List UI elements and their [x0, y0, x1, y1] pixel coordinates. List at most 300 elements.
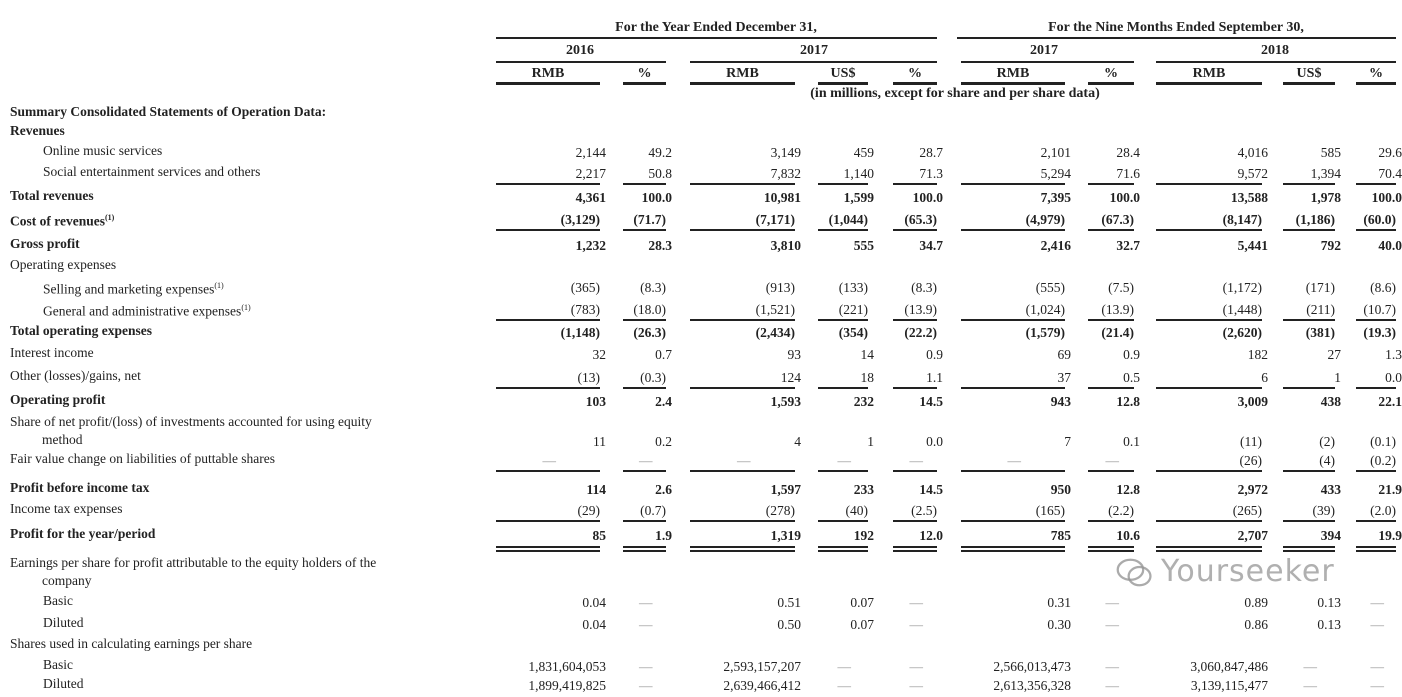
table-cell: (2,434): [755, 325, 795, 340]
subtotal-underline: [1088, 229, 1134, 231]
subtotal-underline: [623, 229, 666, 231]
double-underline: [623, 550, 666, 552]
table-cell: (39): [1312, 503, 1335, 518]
table-cell: 433: [1320, 482, 1341, 497]
table-cell: (26): [1239, 453, 1262, 468]
table-cell: (67.3): [1101, 212, 1134, 227]
table-cell: (4,979): [1025, 212, 1065, 227]
table-cell: (71.7): [633, 212, 666, 227]
row-label-text: Gross profit: [10, 236, 80, 251]
table-cell: 50.8: [648, 166, 672, 181]
year-header: 2017: [800, 43, 828, 58]
table-cell: (171): [1305, 280, 1335, 295]
row-label-text: Operating profit: [10, 392, 106, 407]
table-cell: 0.31: [1047, 595, 1071, 610]
subtotal-underline: [818, 387, 868, 389]
table-cell: (2): [1319, 434, 1335, 449]
table-cell: 0.51: [777, 595, 801, 610]
table-cell: 5,441: [1237, 238, 1268, 253]
subtotal-underline: [690, 387, 795, 389]
table-cell: (13.9): [1101, 302, 1134, 317]
table-cell: 0.9: [926, 347, 943, 362]
table-cell: —: [1370, 595, 1384, 610]
row-label: [10, 323, 152, 339]
column-header: RMB: [996, 66, 1030, 81]
table-cell: 2,707: [1237, 528, 1268, 543]
row-label-text: Income tax expenses: [10, 501, 123, 516]
table-cell: —: [1105, 595, 1119, 610]
row-label: [10, 345, 94, 361]
row-label: [10, 188, 94, 204]
subtotal-underline: [496, 470, 600, 472]
subtotal-underline: [1156, 183, 1262, 185]
table-cell: (265): [1232, 503, 1262, 518]
column-header: %: [1369, 66, 1383, 81]
row-label: [10, 104, 326, 120]
subtotal-underline: [1283, 229, 1335, 231]
subtotal-underline: [1356, 183, 1396, 185]
table-cell: (65.3): [904, 212, 937, 227]
table-cell: 28.4: [1116, 145, 1140, 160]
table-cell: 459: [853, 145, 874, 160]
subtotal-underline: [623, 319, 666, 321]
subtotal-underline: [1356, 319, 1396, 321]
table-cell: (18.0): [633, 302, 666, 317]
table-cell: 233: [853, 482, 874, 497]
subtotal-underline: [1356, 387, 1396, 389]
subtotal-underline: [1283, 470, 1335, 472]
table-cell: 2,217: [575, 166, 606, 181]
table-cell: (365): [570, 280, 600, 295]
row-label: [10, 257, 116, 273]
subtotal-underline: [1088, 319, 1134, 321]
subtotal-underline: [623, 520, 666, 522]
table-cell: 0.86: [1244, 617, 1268, 632]
double-underline: [690, 550, 795, 552]
double-underline: [961, 546, 1065, 548]
table-cell: 0.89: [1244, 595, 1268, 610]
table-cell: (7,171): [755, 212, 795, 227]
header-rule: [690, 82, 795, 85]
subtotal-underline: [496, 387, 600, 389]
row-label: [10, 368, 141, 384]
table-cell: —: [639, 678, 653, 693]
subtotal-underline: [690, 470, 795, 472]
row-label: [10, 236, 80, 252]
subtotal-underline: [893, 319, 937, 321]
table-cell: (221): [838, 302, 868, 317]
column-header: %: [637, 66, 652, 81]
table-cell: 4: [794, 434, 801, 449]
double-underline: [1283, 546, 1335, 548]
header-rule: [961, 61, 1134, 63]
table-cell: 124: [780, 370, 801, 385]
row-label: [43, 615, 84, 631]
subtotal-underline: [1088, 387, 1134, 389]
table-cell: —: [639, 659, 653, 674]
table-cell: 0.2: [655, 434, 672, 449]
table-cell: 0.30: [1047, 617, 1071, 632]
table-cell: 2,639,466,412: [723, 678, 801, 693]
subtotal-underline: [496, 520, 600, 522]
row-label-text: Fair value change on liabilities of puttable shares: [10, 451, 276, 466]
subtotal-underline: [496, 229, 600, 231]
table-cell: 7: [1064, 434, 1071, 449]
table-cell: 12.8: [1116, 482, 1140, 497]
table-cell: 2,101: [1040, 145, 1071, 160]
period-header-year: For the Year Ended December 31,: [615, 20, 817, 35]
table-cell: 14: [860, 347, 874, 362]
subtotal-underline: [961, 387, 1065, 389]
row-label: [43, 676, 84, 692]
row-label-text: Social entertainment services and others: [43, 164, 261, 179]
table-cell: 11: [593, 434, 606, 449]
subtotal-underline: [1088, 520, 1134, 522]
row-label-text: Profit before income tax: [10, 480, 150, 495]
footnote-marker: (1): [105, 213, 115, 222]
table-cell: 3,810: [770, 238, 801, 253]
table-cell: (21.4): [1101, 325, 1134, 340]
table-cell: 2.6: [655, 482, 672, 497]
table-cell: 3,149: [770, 145, 801, 160]
column-header: RMB: [726, 66, 759, 81]
row-label-text: Total operating expenses: [10, 323, 153, 338]
header-rule: [961, 82, 1065, 85]
table-cell: —: [639, 595, 653, 610]
table-cell: 10.6: [1116, 528, 1140, 543]
table-cell: —: [1105, 659, 1119, 674]
table-cell: —: [909, 659, 923, 674]
double-underline: [818, 550, 868, 552]
subtotal-underline: [818, 319, 868, 321]
row-label-text: Basic: [43, 593, 73, 608]
subtotal-underline: [1156, 319, 1262, 321]
table-cell: 0.13: [1317, 595, 1341, 610]
table-cell: (11): [1240, 434, 1262, 449]
subtotal-underline: [893, 470, 937, 472]
header-rule: [496, 37, 937, 39]
table-cell: 3,009: [1237, 394, 1268, 409]
subtotal-underline: [690, 319, 795, 321]
table-cell: —: [909, 617, 923, 632]
table-cell: (8.3): [640, 280, 666, 295]
subtotal-underline: [1356, 470, 1396, 472]
row-label: [43, 278, 224, 298]
column-header: %: [1104, 66, 1118, 81]
subtotal-underline: [1156, 520, 1262, 522]
double-underline: [893, 550, 937, 552]
table-cell: 1.3: [1385, 347, 1402, 362]
header-rule: [1088, 82, 1134, 85]
row-label: [10, 555, 376, 571]
header-rule: [957, 37, 1396, 39]
footnote-marker: (1): [241, 303, 251, 312]
table-cell: 22.1: [1378, 394, 1402, 409]
table-cell: 0.5: [1123, 370, 1140, 385]
header-rule: [1356, 82, 1396, 85]
row-label-text: Operating expenses: [10, 257, 117, 272]
table-cell: 0.07: [850, 617, 874, 632]
row-label: [10, 414, 372, 430]
subtotal-underline: [623, 183, 666, 185]
double-underline: [623, 546, 666, 548]
table-cell: 49.2: [648, 145, 672, 160]
table-cell: 1,232: [575, 238, 606, 253]
table-cell: —: [1370, 617, 1384, 632]
table-cell: 0.0: [926, 434, 943, 449]
table-cell: 37: [1057, 370, 1071, 385]
subtotal-underline: [496, 183, 600, 185]
table-cell: —: [1370, 659, 1384, 674]
table-cell: (2.2): [1108, 503, 1134, 518]
table-cell: —: [1007, 453, 1021, 468]
table-cell: (4): [1319, 453, 1335, 468]
subtotal-underline: [893, 387, 937, 389]
row-label-text: Basic: [43, 657, 73, 672]
table-cell: —: [1105, 617, 1119, 632]
table-cell: 2,144: [575, 145, 606, 160]
row-label: [43, 657, 73, 673]
subtotal-underline: [1088, 183, 1134, 185]
subtotal-underline: [1283, 387, 1335, 389]
subtotal-underline: [1088, 470, 1134, 472]
column-header: US$: [1296, 66, 1322, 81]
table-cell: (381): [1305, 325, 1335, 340]
table-cell: (13.9): [904, 302, 937, 317]
table-cell: 2,416: [1040, 238, 1071, 253]
table-cell: —: [542, 453, 556, 468]
table-cell: 0.0: [1385, 370, 1402, 385]
table-cell: (1,172): [1222, 280, 1262, 295]
subtotal-underline: [623, 470, 666, 472]
table-cell: (1,521): [755, 302, 795, 317]
row-label-text: Other (losses)/gains, net: [10, 368, 141, 383]
header-rule: [496, 82, 600, 85]
table-cell: 1,140: [843, 166, 874, 181]
table-cell: (0.2): [1370, 453, 1396, 468]
table-cell: 69: [1057, 347, 1071, 362]
table-cell: —: [639, 617, 653, 632]
table-cell: 28.7: [919, 145, 943, 160]
table-cell: 0.07: [850, 595, 874, 610]
header-rule: [1283, 82, 1335, 85]
subtotal-underline: [496, 319, 600, 321]
table-cell: (2.5): [911, 503, 937, 518]
table-cell: 103: [585, 394, 606, 409]
table-cell: 0.04: [582, 617, 606, 632]
table-cell: 70.4: [1378, 166, 1402, 181]
year-header: 2016: [566, 43, 594, 58]
table-cell: 0.9: [1123, 347, 1140, 362]
subtotal-underline: [1356, 229, 1396, 231]
table-cell: 1.9: [655, 528, 672, 543]
row-label: [10, 526, 155, 542]
table-cell: 27: [1327, 347, 1341, 362]
table-cell: 3,139,115,477: [1190, 678, 1268, 693]
row-label-text: Shares used in calculating earnings per share: [10, 636, 253, 651]
row-label-text: Cost of revenues: [10, 213, 105, 229]
table-cell: 32.7: [1116, 238, 1140, 253]
table-cell: (0.3): [640, 370, 666, 385]
double-underline: [818, 546, 868, 548]
table-cell: 2,593,157,207: [723, 659, 801, 674]
table-cell: 1,978: [1310, 190, 1341, 205]
subtotal-underline: [961, 470, 1065, 472]
table-cell: —: [837, 659, 851, 674]
double-underline: [1283, 550, 1335, 552]
table-cell: 7,395: [1040, 190, 1071, 205]
subtotal-underline: [690, 520, 795, 522]
table-cell: 1,593: [770, 394, 801, 409]
double-underline: [1088, 546, 1134, 548]
subtotal-underline: [1283, 183, 1335, 185]
row-label-text: Diluted: [43, 676, 84, 691]
double-underline: [893, 546, 937, 548]
table-cell: (0.7): [640, 503, 666, 518]
table-cell: 9,572: [1237, 166, 1268, 181]
subtotal-underline: [690, 229, 795, 231]
subtotal-underline: [1356, 520, 1396, 522]
table-cell: 1,319: [770, 528, 801, 543]
row-label: [10, 392, 105, 408]
table-cell: 0.1: [1123, 434, 1140, 449]
period-header-nine-months: For the Nine Months Ended September 30,: [1048, 20, 1304, 35]
table-cell: 93: [787, 347, 801, 362]
table-cell: 3,060,847,486: [1190, 659, 1268, 674]
double-underline: [1356, 550, 1396, 552]
watermark-text: Yourseeker: [1161, 554, 1335, 589]
row-label-text: Selling and marketing expenses: [43, 281, 215, 297]
row-label: [10, 451, 275, 467]
table-cell: (1,044): [828, 212, 868, 227]
table-cell: 5,294: [1040, 166, 1071, 181]
row-label-text: Revenues: [10, 123, 65, 138]
table-cell: 585: [1320, 145, 1341, 160]
subtotal-underline: [1156, 470, 1262, 472]
table-cell: 32: [592, 347, 606, 362]
table-cell: (1,148): [560, 325, 600, 340]
table-cell: (19.3): [1363, 325, 1396, 340]
table-cell: 1: [867, 434, 874, 449]
row-label: [10, 636, 252, 652]
table-cell: 14.5: [919, 394, 943, 409]
table-cell: 7,832: [770, 166, 801, 181]
subtotal-underline: [1156, 387, 1262, 389]
row-label: [43, 164, 260, 180]
subtotal-underline: [961, 183, 1065, 185]
table-cell: 950: [1050, 482, 1071, 497]
row-label-text: Profit for the year/period: [10, 526, 156, 541]
table-cell: 12.8: [1116, 394, 1140, 409]
table-cell: (1,024): [1025, 302, 1065, 317]
year-header: 2018: [1261, 43, 1289, 58]
subtotal-underline: [893, 229, 937, 231]
double-underline: [496, 546, 600, 548]
table-cell: 85: [592, 528, 606, 543]
year-header: 2017: [1030, 43, 1058, 58]
column-header: %: [908, 66, 922, 81]
table-cell: —: [1303, 678, 1317, 693]
row-label: [10, 210, 114, 230]
table-cell: (29): [577, 503, 600, 518]
table-cell: (8.6): [1370, 280, 1396, 295]
table-cell: (133): [838, 280, 868, 295]
table-cell: (60.0): [1363, 212, 1396, 227]
table-cell: 28.3: [648, 238, 672, 253]
row-label-text: Interest income: [10, 345, 94, 360]
header-rule: [1156, 82, 1262, 85]
table-cell: 4,361: [575, 190, 606, 205]
double-underline: [961, 550, 1065, 552]
table-cell: 438: [1320, 394, 1341, 409]
table-cell: (1,186): [1295, 212, 1335, 227]
table-cell: —: [1303, 659, 1317, 674]
units-note: (in millions, except for share and per share data): [810, 86, 1100, 101]
footnote-marker: (1): [214, 281, 224, 290]
table-cell: 40.0: [1378, 238, 1402, 253]
subtotal-underline: [1283, 520, 1335, 522]
column-header: RMB: [531, 66, 565, 81]
table-cell: (8.3): [911, 280, 937, 295]
table-cell: 0.04: [582, 595, 606, 610]
row-label-text: General and administrative expenses: [43, 303, 242, 319]
row-label: [10, 480, 149, 496]
subtotal-underline: [1283, 319, 1335, 321]
row-label-text: Share of net profit/(loss) of investments accounted for using equity: [10, 414, 372, 429]
table-cell: (2,620): [1222, 325, 1262, 340]
table-cell: (2.0): [1370, 503, 1396, 518]
table-cell: 34.7: [919, 238, 943, 253]
header-rule: [893, 82, 937, 85]
table-cell: 12.0: [919, 528, 943, 543]
table-cell: 10,981: [763, 190, 801, 205]
subtotal-underline: [818, 470, 868, 472]
table-cell: 1,599: [843, 190, 874, 205]
subtotal-underline: [961, 520, 1065, 522]
table-cell: (1,448): [1222, 302, 1262, 317]
row-label-text: Online music services: [43, 143, 163, 158]
table-cell: 943: [1050, 394, 1071, 409]
table-cell: 4,016: [1237, 145, 1268, 160]
column-header: US$: [830, 66, 856, 81]
table-cell: 114: [586, 482, 606, 497]
table-cell: 14.5: [919, 482, 943, 497]
table-cell: (278): [765, 503, 795, 518]
table-cell: (7.5): [1108, 280, 1134, 295]
table-cell: (22.2): [904, 325, 937, 340]
subtotal-underline: [1156, 229, 1262, 231]
table-cell: 19.9: [1378, 528, 1402, 543]
header-rule: [1156, 61, 1396, 63]
table-cell: 2,566,013,473: [993, 659, 1071, 674]
table-cell: 0.7: [655, 347, 672, 362]
watermark: [1115, 554, 1335, 590]
table-cell: —: [837, 678, 851, 693]
table-cell: 6: [1261, 370, 1268, 385]
table-cell: 394: [1320, 528, 1341, 543]
double-underline: [1156, 546, 1262, 548]
table-cell: 1,597: [770, 482, 801, 497]
table-cell: 1.1: [926, 370, 943, 385]
table-cell: 100.0: [1371, 190, 1402, 205]
double-underline: [1088, 550, 1134, 552]
table-cell: (26.3): [633, 325, 666, 340]
header-rule: [690, 61, 937, 63]
table-cell: 18: [860, 370, 874, 385]
table-cell: —: [737, 453, 751, 468]
table-cell: 100.0: [1109, 190, 1140, 205]
subtotal-underline: [893, 183, 937, 185]
